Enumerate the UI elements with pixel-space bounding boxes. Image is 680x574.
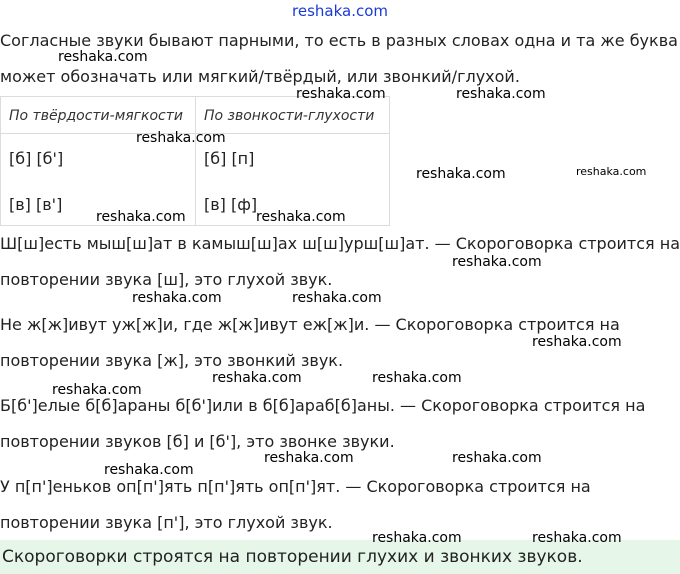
header-hardness-softness: По твёрдости-мягкости [9,108,184,124]
intro-line-2: может обозначать или мягкий/твёрдый, или звонкий/глухой. [0,67,520,86]
table-cell: [б] [б'] [9,149,64,168]
watermark: reshaka.com [292,290,382,306]
watermark: reshaka.com [104,462,194,478]
tongue-twister-p-line-2: повторении звука [п'], это глухой звук. [0,513,333,532]
tongue-twister-b-line-1: Б[б']елые б[б]араны б[б']или в б[б]араб[б]аны. — Скороговорка строится на [0,396,646,415]
header-voiced-voiceless: По звонкости-глухости [204,108,375,124]
watermark: reshaka.com [96,209,186,225]
tongue-twister-sh-line-1: Ш[ш]есть мыш[ш]ат в камыш[ш]ах ш[ш]урш[ш]ат. — Скороговорка строится на [0,234,680,253]
watermark: reshaka.com [532,334,622,350]
watermark: reshaka.com [132,290,222,306]
table-cell: [в] [в'] [9,195,63,214]
tongue-twister-zh-line-2: повторении звука [ж], это звонкий звук. [0,351,344,370]
intro-line-1: Согласные звуки бывают парными, то есть в разных словах одна и та же буква [0,31,678,50]
watermark: reshaka.com [296,86,386,102]
tongue-twister-p-line-1: У п[п']еньков оп[п']ять п[п']ять оп[п']ят. — Скороговорка строится на [0,477,591,496]
tongue-twister-zh-line-1: Не ж[ж]ивут уж[ж]и, где ж[ж]ивут еж[ж]и. — Скороговорка строится на [0,315,620,334]
watermark: reshaka.com [264,450,354,466]
watermark: reshaka.com [372,530,462,546]
watermark: reshaka.com [532,530,622,546]
pairs-table [0,96,390,226]
table-cell: [в] [ф] [204,195,258,214]
watermark: reshaka.com [52,382,142,398]
watermark: reshaka.com [452,254,542,270]
tongue-twister-sh-line-2: повторении звука [ш], это глухой звук. [0,270,333,289]
watermark: reshaka.com [136,130,226,146]
table-header-cell [0,96,195,134]
watermark: reshaka.com [372,370,462,386]
watermark: reshaka.com [452,450,542,466]
watermark: reshaka.com [456,86,546,102]
watermark: reshaka.com [416,166,506,182]
source-link[interactable]: reshaka.com [292,2,388,20]
tongue-twister-b-line-2: повторении звуков [б] и [б'], это звонке звуки. [0,432,395,451]
conclusion-text: Скороговорки строятся на повторении глухих и звонких звуков. [2,547,583,567]
table-cell: [б] [п] [204,149,255,168]
watermark: reshaka.com [58,49,148,65]
watermark: reshaka.com [576,165,647,178]
watermark: reshaka.com [212,370,302,386]
watermark: reshaka.com [256,209,346,225]
